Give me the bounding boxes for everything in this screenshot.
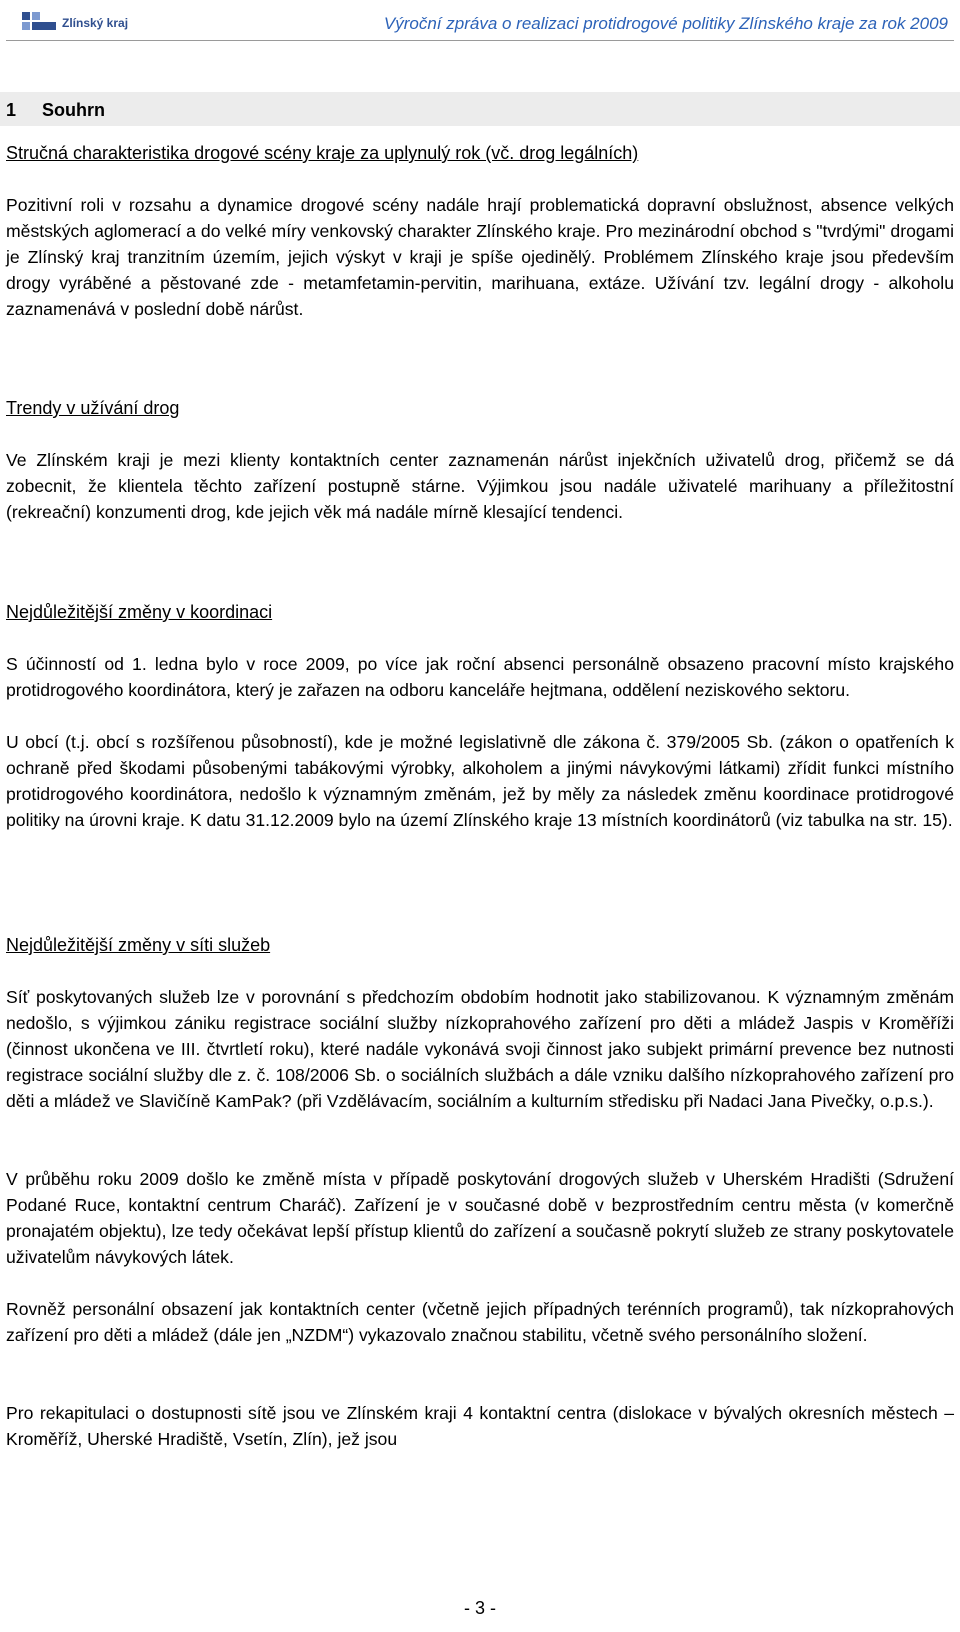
chapter-title: Souhrn bbox=[42, 100, 105, 120]
section-heading: Trendy v užívání drog bbox=[6, 398, 180, 418]
logo-text: Zlínský kraj bbox=[62, 16, 129, 30]
paragraph: S účinností od 1. ledna bylo v roce 2009, po více jak roční absenci personálně obsazeno pracovní místo krajského protidrogového koordinátora, který je zařazen na odboru kanceláře hejtmana, oddělení neziskového sektoru. bbox=[6, 654, 954, 700]
zlinsky-kraj-logo bbox=[22, 8, 128, 38]
chapter-number: 1 bbox=[6, 100, 17, 120]
page-number: - 3 - bbox=[463, 1598, 496, 1618]
section-heading: Nejdůležitější změny v síti služeb bbox=[6, 935, 271, 955]
header-divider bbox=[6, 40, 954, 41]
paragraph: Ve Zlínském kraji je mezi klienty kontaktních center zaznamenán nárůst injekčních uživatelů drog, přičemž se dá zobecnit, že klientela těchto zařízení postupně stárne. Výjimkou jsou nadále uživatelé marihuany a příležitostní (rekreační) konzumenti drog, kde jejich věk má nadále mírně klesající tendenci. bbox=[6, 450, 954, 522]
page-header bbox=[0, 0, 960, 50]
paragraph: V průběhu roku 2009 došlo ke změně místa v případě poskytování drogových služeb v Uherském Hradišti (Sdružení Podané Ruce, kontaktní centrum Charáč). Zařízení je v současné době v bezprostředním centru města (v komerčně pronajatém objektu), lze tedy očekávat lepší přístup klientů do zařízení a současně pokrytí služeb ze strany poskytovatele uživatelům návykových látek. bbox=[6, 1169, 954, 1267]
paragraph: Rovněž personální obsazení jak kontaktních center (včetně jejich případných terénních programů), tak nízkoprahových zařízení pro děti a mládež (dále jen „NZDM“) vykazovalo značnou stabilitu, včetně svého personálního složení. bbox=[6, 1299, 954, 1345]
section-heading: Stručná charakteristika drogové scény kraje za uplynulý rok (vč. drog legálních) bbox=[6, 143, 639, 163]
section-heading: Nejdůležitější změny v koordinaci bbox=[6, 602, 273, 622]
logo-mark-icon bbox=[22, 12, 56, 34]
paragraph: Pozitivní roli v rozsahu a dynamice drogové scény nadále hrají problematická dopravní obslužnost, absence velkých městských aglomerací a do velké míry venkovský charakter Zlínského kraje. Pro mezinárodní obchod s "tvrdými" drogami je Zlínský kraj tranzitním územím, jejich výskyt v kraji je spíše ojedinělý. Problémem Zlínského kraje jsou především drogy vyráběné a pěstované zde - metamfetamin-pervitin, marihuana, extáze. Užívání tzv. legální drogy - alkoholu zaznamenává v poslední době nárůst. bbox=[6, 195, 954, 319]
document-title: Výroční zpráva o realizaci protidrogové politiky Zlínského kraje za rok 2009 bbox=[383, 14, 948, 33]
chapter-bar bbox=[0, 92, 960, 126]
paragraph: Pro rekapitulaci o dostupnosti sítě jsou ve Zlínském kraji 4 kontaktní centra (dislokace v bývalých okresních městech – Kroměříž, Uherské Hradiště, Vsetín, Zlín), jež jsou bbox=[6, 1403, 954, 1449]
paragraph: U obcí (t.j. obcí s rozšířenou působností), kde je možné legislativně dle zákona č. 379/2005 Sb. (zákon o opatřeních k ochraně před škodami působenými tabákovými výrobky, alkoholem a jinými návykovými látkami) zřídit funkci místního protidrogového koordinátora, nedošlo k významným změnám, jež by měly za následek změnu koordinace protidrogové politiky na úrovni kraje. K datu 31.12.2009 bylo na území Zlínského kraje 13 místních koordinátorů (viz tabulka na str. 15). bbox=[6, 732, 954, 830]
paragraph: Síť poskytovaných služeb lze v porovnání s předchozím obdobím hodnotit jako stabilizovanou. K významným změnám nedošlo, s výjimkou zániku registrace sociální služby nízkoprahového zařízení pro děti a mládež Jaspis v Kroměříži (činnost ukončena ve III. čtvrtletí roku), které nadále vykonává svoji činnost jako subjekt primární prevence bez nutnosti registrace sociální služby dle z. č. 108/2006 Sb. o sociálních službách a dále vzniku dalšího nízkoprahového zařízení pro děti a mládež ve Slavičíně KamPak? (při Vzdělávacím, sociálním a kulturním středisku při Nadaci Jana Pivečky, o.p.s.). bbox=[6, 987, 954, 1111]
chapter-heading bbox=[6, 100, 105, 121]
